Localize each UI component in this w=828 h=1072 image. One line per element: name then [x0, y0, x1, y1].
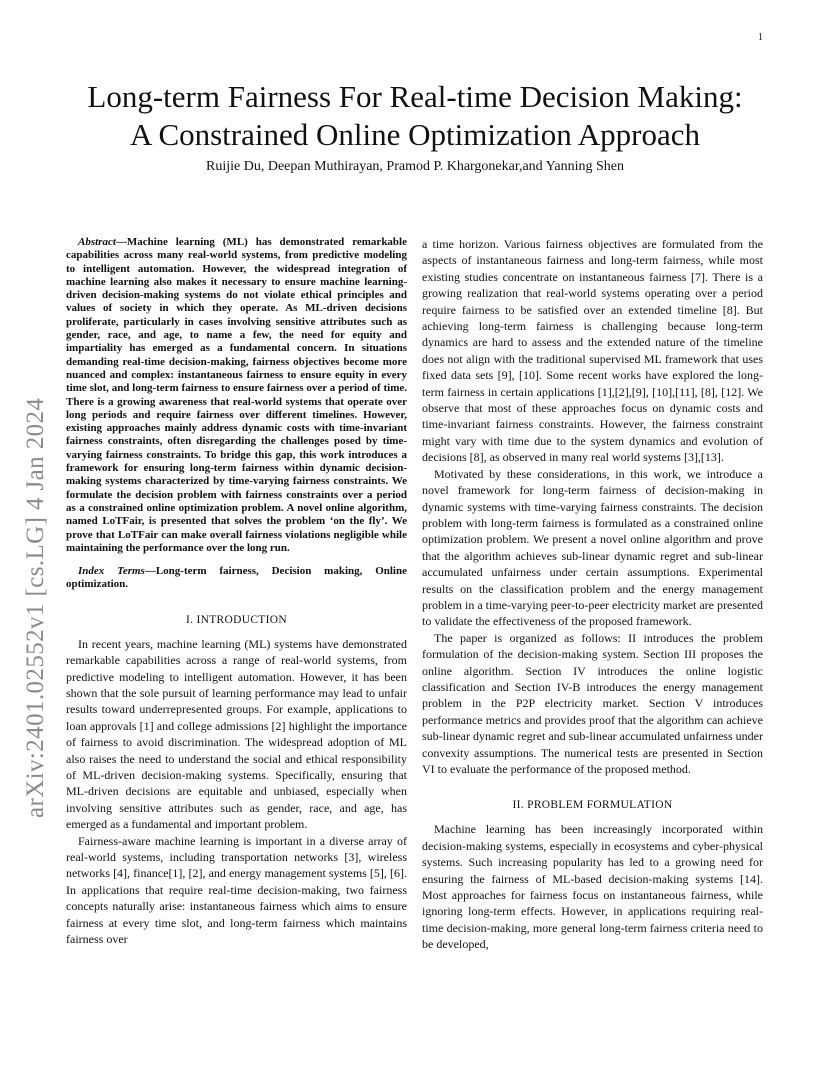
intro-paragraph-2: Fairness-aware machine learning is important in a diverse array of real-world systems, including transportation networks [3], wireless networks [4], finance[1], [2], and energy management systems [5], [6]. In applications that require real-time decision-making, two fairness concepts naturally arise: instantaneous fairness which aims to ensure fairness at every time slot, and long-term fairness which maintains fairness over [66, 833, 407, 947]
abstract-label: Abstract [78, 236, 116, 248]
section-heading-problem-formulation: II. PROBLEM FORMULATION [512, 799, 673, 812]
problem-formulation-paragraph-1: Machine learning has been increasingly incorporated within decision-making systems, especially in ecosystems and cyber-physical systems. Such increasing popularity has led to a growing need for ensuring the fairness of ML-based decision-making systems [14]. Most approaches for fairness focus on instantaneous fairness, while ignoring long-term effects. However, in applications requiring real-time decision-making, more general long-term fairness criteria need to be developed, [422, 822, 763, 952]
right-column [422, 236, 763, 953]
section-heading-introduction: I. INTRODUCTION [186, 613, 287, 626]
title-line-2: A Constrained Online Optimization Approach [130, 117, 700, 152]
paper-title [40, 78, 790, 154]
index-terms-text: —Long-term fairness, Decision making, Online optimization. [66, 565, 407, 591]
index-terms [66, 565, 407, 592]
arxiv-identifier: arXiv:2401.02552v1 [cs.LG] 4 Jan 2024 [22, 397, 49, 818]
abstract-text: —Machine learning (ML) has demonstrated remarkable capabilities across many real-world systems, from predictive modeling to intelligent automation. However, the widespread integration of machine learning also makes it necessary to ensure machine learning-driven decision-making systems do not violate ethical principles and values of society in which they operate. As ML-driven decisions proliferate, particularly in cases involving sensitive attributes such as gender, race, and age, to name a few, the need for equity and impartiality has emerged as a fundamental concern. In situations demanding real-time decision-making, fairness objectives become more nuanced and complex: instantaneous fairness to ensure equity in every time slot, and long-term fairness to ensure fairness over a period of time. There is a growing awareness that real-world systems that operate over long periods and require fairness over different timelines. However, existing approaches mainly address dynamic costs with time-invariant fairness constraints, often disregarding the challenges posed by time-varying fairness constraints. To bridge this gap, this work introduces a framework for ensuring long-term fairness within dynamic decision-making systems characterized by time-varying fairness constraints. We formulate the decision problem with fairness constraints over a period as a constrained online optimization problem. A novel online algorithm, named LoTFair, is presented that solves the problem ‘on the fly’. We prove that LoTFair can make overall fairness violations negligible while maintaining the performance over the long run. [66, 236, 407, 554]
intro-paragraph-5: The paper is organized as follows: II introduces the problem formulation of the decision-making system. Section III proposes the online algorithm. Section IV introduces the online logistic classification and Section IV-B introduces the energy management problem in the P2P electricity market. Section V introduces performance metrics and provides proof that the algorithm can achieve sub-linear dynamic regret and sub-linear accumulated unfairness under convexity assumptions. The numerical tests are presented in Section VI to evaluate the performance of the proposed method. [422, 630, 763, 776]
intro-paragraph-3: a time horizon. Various fairness objectives are formulated from the aspects of instantaneous fairness and long-term fairness, while most existing studies concentrate on instantaneous fairness [7]. There is a growing realization that real-world systems operating over a period require fairness to be satisfied over an extended timeline [8]. But achieving long-term fairness is challenging because long-term dynamics are hard to assess and the extended nature of the timeline does not align with the traditional supervised ML framework that uses fixed data sets [9], [10]. Some recent works have explored the long-term fairness in certain applications [1],[2],[9], [10],[11], [8], [12]. We observe that most of these approaches focus on dynamic costs and time-invariant fairness constraints. However, the fairness constraint might vary with time due to the system dynamics and evolution of decisions [8], as observed in many real world systems [3],[13]. [422, 237, 763, 465]
intro-paragraph-4: Motivated by these considerations, in this work, we introduce a novel framework for long-term fairness of decision-making in dynamic systems with time-varying fairness constraints. The decision problem with long-term fairness is formulated as a constrained online optimization problem. We present a novel online algorithm and prove that the algorithm achieves sub-linear dynamic regret and sub-linear accumulated unfairness under certain assumptions. Experimental results on the classification problem and the energy management problem in a time-varying peer-to-peer electricity market are presented to validate the effectiveness of the proposed framework. [422, 466, 763, 629]
abstract [66, 236, 407, 555]
index-terms-label: Index Terms [78, 565, 145, 578]
author-list: Ruijie Du, Deepan Muthirayan, Pramod P. Khargonekar,and Yanning Shen [206, 159, 624, 174]
left-column [66, 236, 407, 947]
title-line-1: Long-term Fairness For Real-time Decision Making: [87, 79, 743, 114]
page-number: 1 [758, 32, 763, 43]
intro-paragraph-1: In recent years, machine learning (ML) systems have demonstrated remarkable capabilities across a range of real-world systems, from predictive modeling to intelligent automation. However, it has been shown that the sole pursuit of learning performance may lead to unfair results toward underrepresented groups. For example, applications to loan approvals [1] and college admissions [2] highlight the importance of fairness to avoid discrimination. The widespread adoption of ML also raises the need to understand the social and ethical responsibility of ML-driven decision-making systems. Specifically, ensuring that ML-driven decisions are equitable and unbiased, especially when involving sensitive attributes such as gender, race, and age, has emerged as a fundamental and important problem. [66, 636, 407, 832]
